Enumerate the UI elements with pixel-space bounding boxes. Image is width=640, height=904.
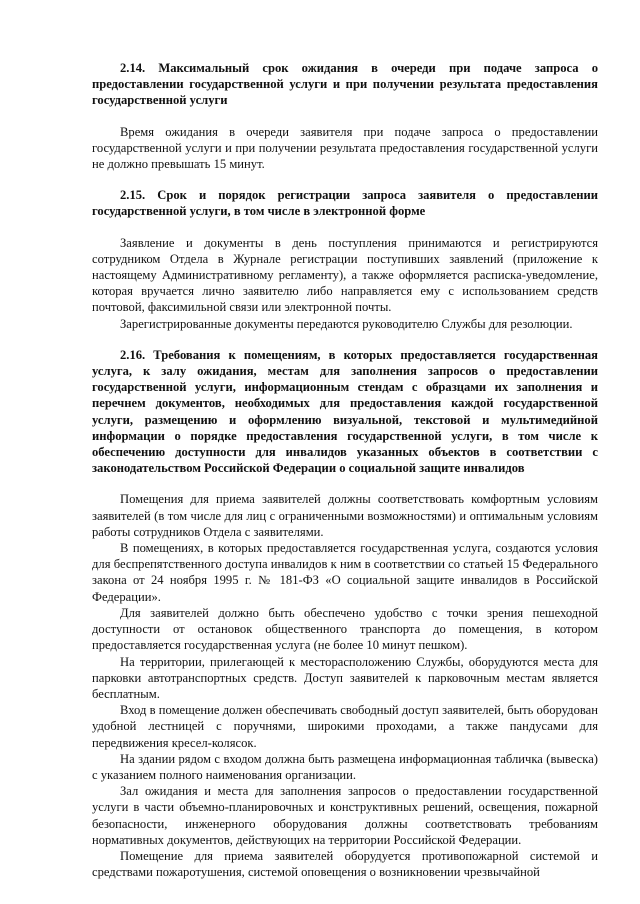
paragraph: На здании рядом с входом должна быть размещена информационная табличка (вывеска) с указанием полного наименования организации. bbox=[92, 751, 598, 782]
paragraph: Вход в помещение должен обеспечивать свободный доступ заявителей, быть оборудован удобной лестницей с поручнями, широкими проходами, а также пандусами для передвижения кресел-колясок. bbox=[92, 703, 598, 750]
paragraph: Зал ожидания и места для заполнения запросов о предоставлении государственной услуги в части объемно-планировочных и конструктивных решений, освещения, пожарной безопасности, инженерного оборудования должны соответствовать требованиям нормативных документов, действующих на территории Российской Федерации. bbox=[92, 784, 598, 847]
paragraph: Заявление и документы в день поступления принимаются и регистрируются сотрудником Отдела в Журнале регистрации поступивших заявлений (приложение к настоящему Административному регламенту), а также оформляется расписка-уведомление, которая вручается лично заявителю либо направляется ему с использованием средств почтовой, факсимильной связи или электронной почты. bbox=[92, 235, 598, 315]
section-2-14 bbox=[92, 60, 598, 172]
section-heading: 2.15. Срок и порядок регистрации запроса заявителя о предоставлении государственной услуги, в том числе в электронной форме bbox=[92, 188, 598, 219]
section-heading: 2.16. Требования к помещениям, в которых предоставляется государственная услуга, к залу ожидания, местам для заполнения запросов о предоставлении государственной услуги, информационным стендам с образцами их заполнения и перечнем документов, необходимых для предоставления каждой государственной услуги, размещению и оформлению визуальной, текстовой и мультимедийной информации о порядке предоставления государственной услуги, в том числе к обеспечению доступности для инвалидов указанных объектов в соответствии с законодательством Российской Федерации о социальной защите инвалидов bbox=[92, 347, 598, 476]
paragraph: Для заявителей должно быть обеспечено удобство с точки зрения пешеходной доступности от остановок общественного транспорта до помещения, в котором предоставляется государственная услуга (не более 10 минут пешком). bbox=[92, 605, 598, 653]
paragraph: Зарегистрированные документы передаются руководителю Службы для резолюции. bbox=[120, 316, 573, 331]
section-2-15 bbox=[92, 187, 598, 332]
paragraph: Помещения для приема заявителей должны соответствовать комфортным условиям заявителей (в том числе для лиц с ограниченными возможностями) и оптимальным условиям работы сотрудников Отдела с заявителями. bbox=[92, 492, 598, 539]
paragraph: Время ожидания в очереди заявителя при подаче запроса о предоставлении государственной услуги и при получении результата предоставления государственной услуги не должно превышать 15 минут. bbox=[92, 124, 598, 172]
section-heading: 2.14. Максимальный срок ожидания в очереди при подаче запроса о предоставлении государственной услуги и при получении результата предоставления государственной услуги bbox=[92, 61, 598, 108]
section-2-16 bbox=[92, 347, 598, 881]
paragraph: В помещениях, в которых предоставляется государственная услуга, создаются условия для беспрепятственного доступа инвалидов к ним в соответствии со статьей 15 Федерального закона от 24 ноября 1995 г. № 181-ФЗ «О социальной защите инвалидов в Российской Федерации». bbox=[92, 541, 598, 604]
paragraph: Помещение для приема заявителей оборудуется противопожарной системой и средствами пожаротушения, системой оповещения о возникновении чрезвычайной bbox=[92, 848, 598, 880]
paragraph: На территории, прилегающей к месторасположению Службы, оборудуются места для парковки автотранспортных средств. Доступ заявителей к парковочным местам является бесплатным. bbox=[92, 654, 598, 701]
